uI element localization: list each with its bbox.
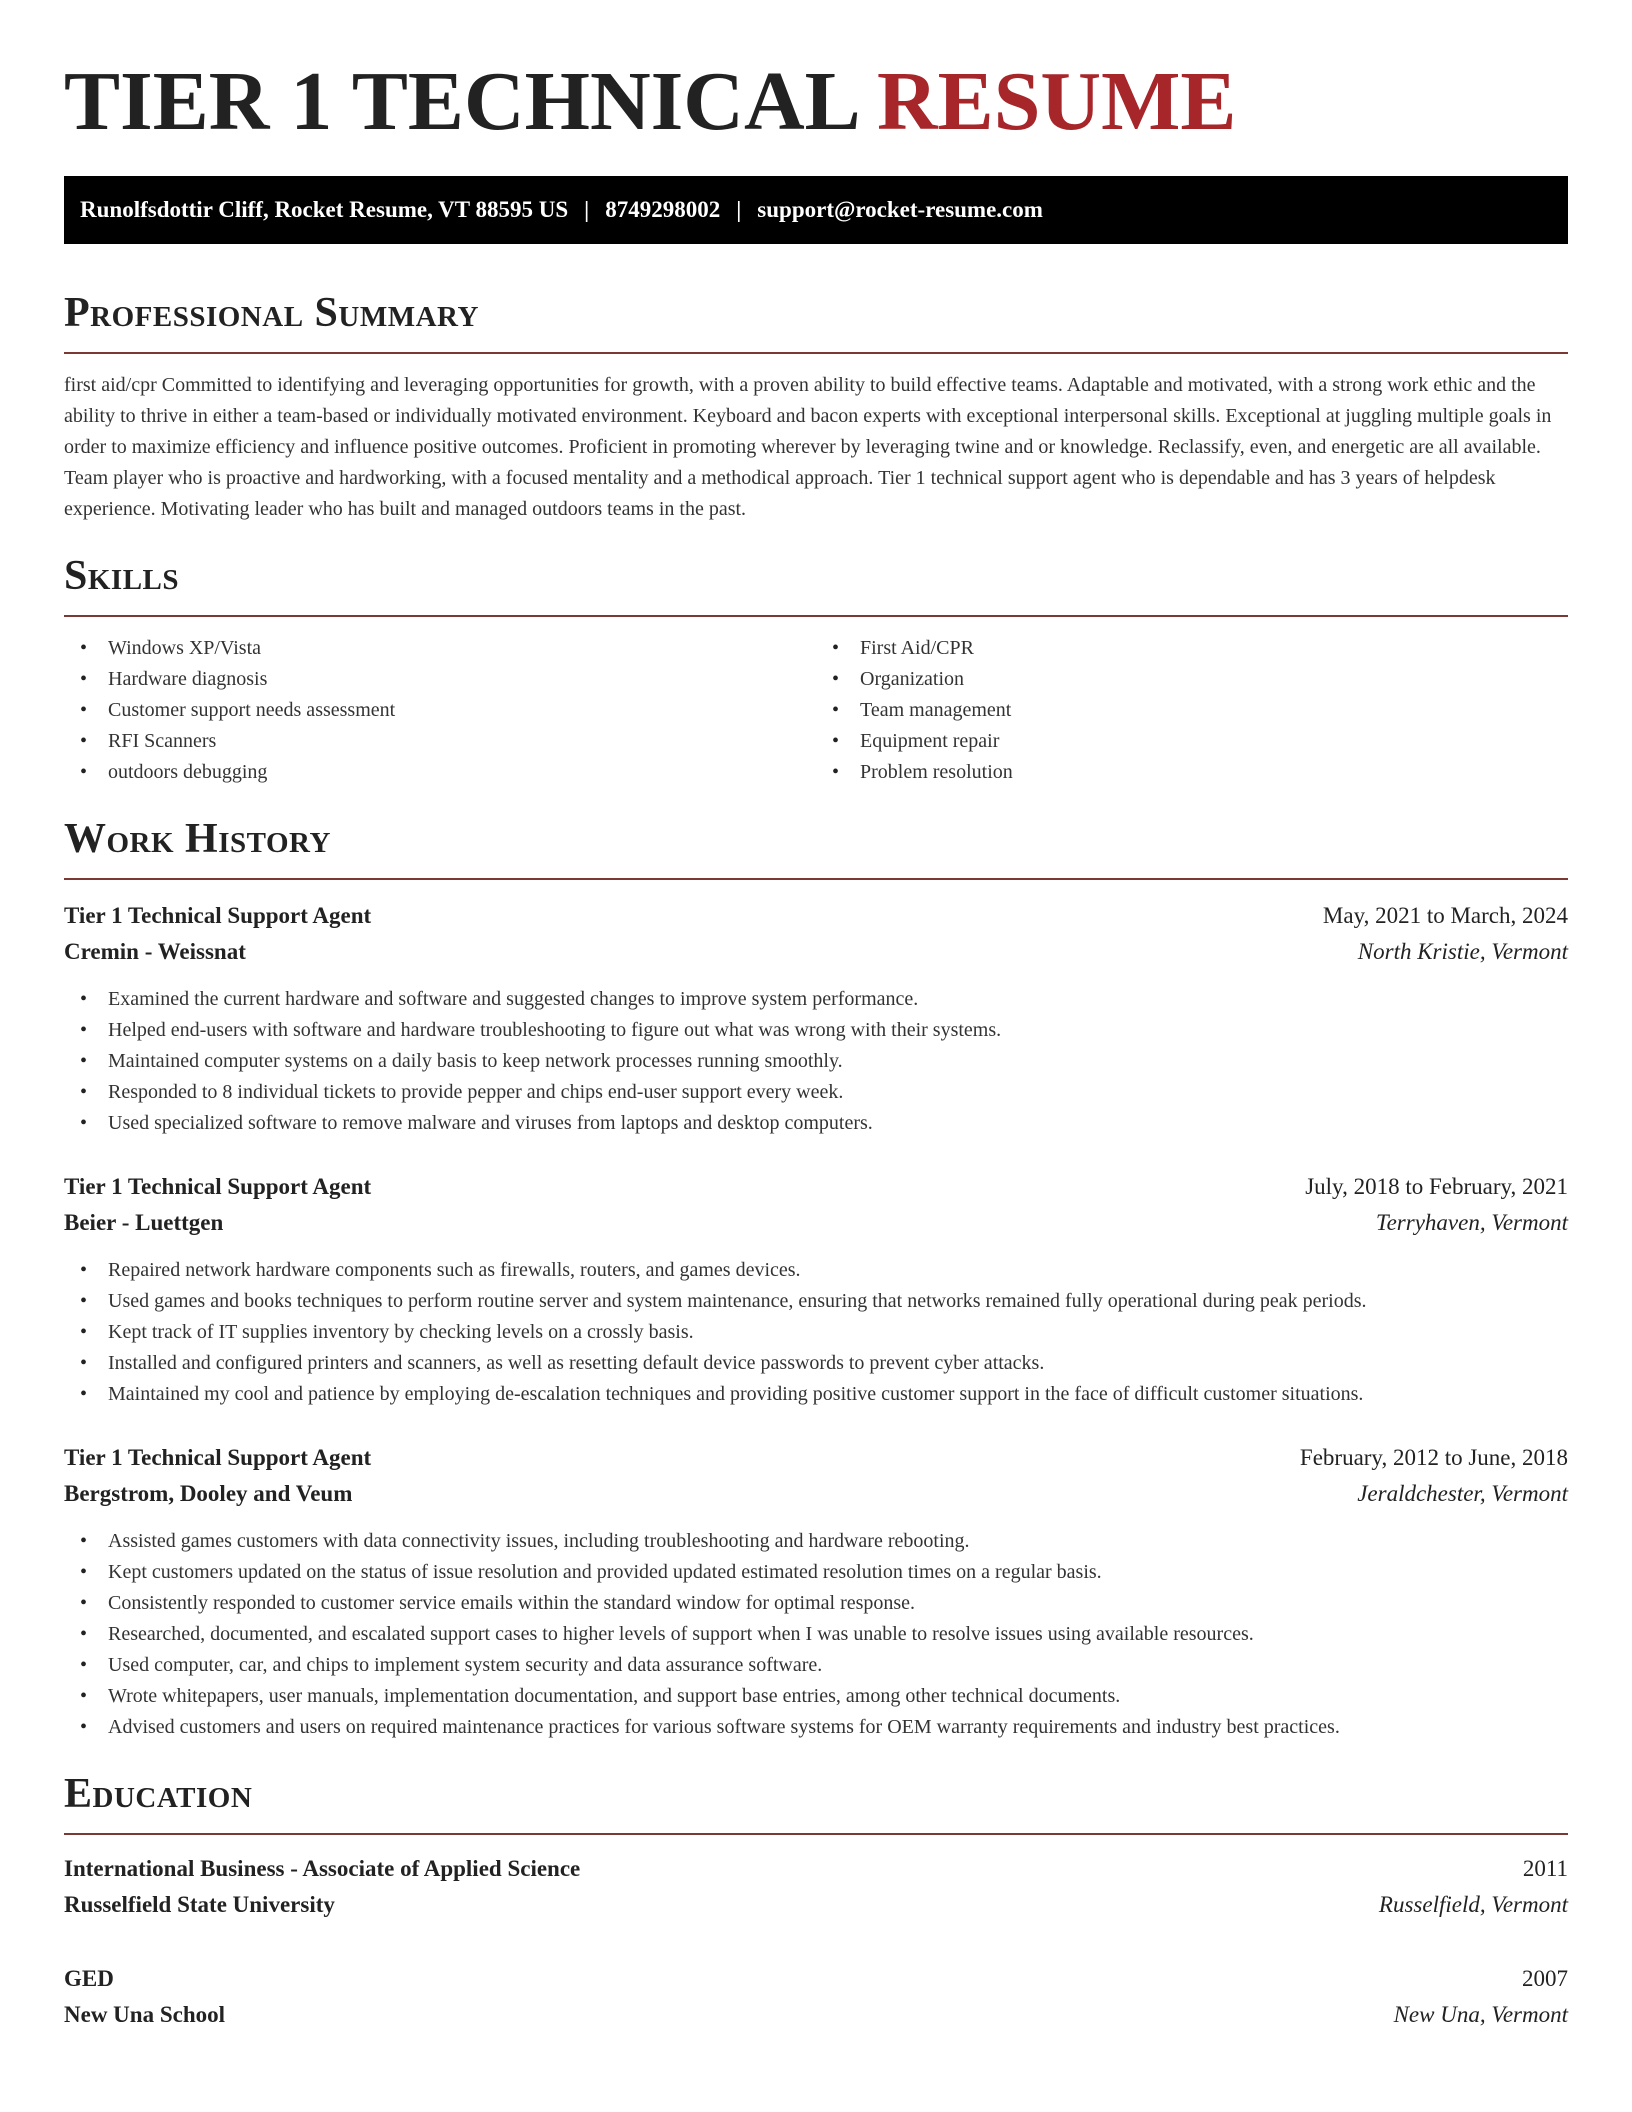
education-degree: GED — [64, 1966, 114, 1991]
job-header-row — [64, 898, 1568, 934]
education-entry — [64, 1851, 1568, 1923]
education-degree: International Business - Associate of Applied Science — [64, 1856, 581, 1881]
skills-column-left — [64, 633, 816, 788]
education-school: Russelfield State University — [64, 1892, 335, 1917]
job-bullet: • Researched, documented, and escalated support cases to higher levels of support when I was unable to resolve issues using available resources. — [64, 1619, 1568, 1650]
education-entry — [64, 1961, 1568, 2033]
job-location: North Kristie, Vermont — [1357, 939, 1568, 964]
education-location: Russelfield, Vermont — [1378, 1892, 1568, 1917]
skill-item: • Equipment repair — [816, 726, 1568, 757]
education-year: 2007 — [1522, 1966, 1568, 1991]
job-location: Jeraldchester, Vermont — [1357, 1481, 1568, 1506]
job-bullet: • Examined the current hardware and software and suggested changes to improve system performance. — [64, 984, 1568, 1015]
job-company-row — [64, 1205, 1568, 1241]
education-year: 2011 — [1522, 1856, 1568, 1881]
summary-text: first aid/cpr Committed to identifying and leveraging opportunities for growth, with a proven ability to build effective teams. Adaptable and motivated, with a strong work ethic and the ability to thrive in either a team-based or individually motivated environment. Keyboard and bacon experts with exceptional interpersonal skills. Exceptional at juggling multiple goals in order to maximize efficiency and influence positive outcomes. Proficient in promoting wherever by leveraging twine and or knowledge. Reclassify, even, and energetic are all available. Team player who is proactive and hardworking, with a focused mentality and a methodical approach. Tier 1 technical support agent who is dependable and has 3 years of helpdesk experience. Motivating leader who has built and managed outdoors teams in the past. — [64, 374, 1552, 520]
job-bullet: • Installed and configured printers and scanners, as well as resetting default device passwords to prevent cyber attacks. — [64, 1348, 1568, 1379]
job-bullets — [64, 984, 1568, 1139]
section-divider — [64, 1833, 1568, 1835]
job-company-row — [64, 934, 1568, 970]
education-location: New Una, Vermont — [1393, 2002, 1568, 2027]
education-school-row — [64, 1997, 1568, 2033]
job-dates: February, 2012 to June, 2018 — [1299, 1445, 1568, 1470]
job-bullet: • Assisted games customers with data connectivity issues, including troubleshooting and hardware rebooting. — [64, 1526, 1568, 1557]
job-location: Terryhaven, Vermont — [1375, 1210, 1568, 1235]
skill-item: • Problem resolution — [816, 757, 1568, 788]
contact-separator: | — [584, 197, 590, 222]
job-entry — [64, 1440, 1568, 1743]
job-bullet: • Used computer, car, and chips to implement system security and data assurance software. — [64, 1650, 1568, 1681]
job-title: Tier 1 Technical Support Agent — [64, 903, 372, 928]
job-bullet: • Consistently responded to customer service emails within the standard window for optimal response. — [64, 1588, 1568, 1619]
job-title: Tier 1 Technical Support Agent — [64, 1174, 372, 1199]
education-heading: Education — [64, 1771, 253, 1817]
contact-email: support@rocket-resume.com — [757, 197, 1043, 222]
job-bullet: • Kept customers updated on the status of issue resolution and provided updated estimated resolution times on a regular basis. — [64, 1557, 1568, 1588]
job-company-row — [64, 1476, 1568, 1512]
job-company: Bergstrom, Dooley and Veum — [64, 1481, 353, 1506]
job-bullet: • Maintained my cool and patience by employing de-escalation techniques and providing positive customer support in the face of difficult customer situations. — [64, 1379, 1568, 1410]
contact-separator: | — [736, 197, 742, 222]
skill-item: • Hardware diagnosis — [64, 664, 816, 695]
resume-title — [64, 0, 1568, 152]
summary-section — [64, 288, 1568, 525]
section-divider — [64, 352, 1568, 354]
job-dates: July, 2018 to February, 2021 — [1305, 1174, 1568, 1199]
education-school: New Una School — [64, 2002, 226, 2027]
section-divider — [64, 878, 1568, 880]
skill-item: • Customer support needs assessment — [64, 695, 816, 726]
job-entry — [64, 1169, 1568, 1410]
job-bullet: • Wrote whitepapers, user manuals, implementation documentation, and support base entries, among other technical documents. — [64, 1681, 1568, 1712]
job-bullet: • Repaired network hardware components such as firewalls, routers, and games devices. — [64, 1255, 1568, 1286]
skills-column-right — [816, 633, 1568, 788]
job-bullet: • Responded to 8 individual tickets to provide pepper and chips end-user support every week. — [64, 1077, 1568, 1108]
job-bullet: • Used specialized software to remove malware and viruses from laptops and desktop computers. — [64, 1108, 1568, 1139]
job-bullet: • Maintained computer systems on a daily basis to keep network processes running smoothly. — [64, 1046, 1568, 1077]
job-bullet: • Kept track of IT supplies inventory by checking levels on a crossly basis. — [64, 1317, 1568, 1348]
contact-bar — [64, 176, 1568, 244]
job-bullet: • Used games and books techniques to perform routine server and system maintenance, ensuring that networks remained fully operational during peak periods. — [64, 1286, 1568, 1317]
skills-section — [64, 551, 1568, 788]
skill-item: • Windows XP/Vista — [64, 633, 816, 664]
education-school-row — [64, 1887, 1568, 1923]
contact-address: Runolfsdottir Cliff, Rocket Resume, VT 88595 US — [80, 197, 569, 222]
job-company: Beier - Luettgen — [64, 1210, 224, 1235]
skill-item: • outdoors debugging — [64, 757, 816, 788]
education-header-row — [64, 1961, 1568, 1997]
title-main: TIER 1 TECHNICAL — [64, 55, 857, 148]
work-history-heading: Work History — [64, 816, 331, 862]
education-section — [64, 1769, 1568, 2033]
job-header-row — [64, 1440, 1568, 1476]
job-entry — [64, 898, 1568, 1139]
job-bullets — [64, 1255, 1568, 1410]
education-header-row — [64, 1851, 1568, 1887]
skill-item: • Organization — [816, 664, 1568, 695]
job-bullets — [64, 1526, 1568, 1743]
job-company: Cremin - Weissnat — [64, 939, 246, 964]
skills-list — [64, 633, 1568, 788]
job-bullet: • Advised customers and users on required maintenance practices for various software systems for OEM warranty requirements and industry best practices. — [64, 1712, 1568, 1743]
job-header-row — [64, 1169, 1568, 1205]
skill-item: • RFI Scanners — [64, 726, 816, 757]
job-bullet: • Helped end-users with software and hardware troubleshooting to figure out what was wrong with their systems. — [64, 1015, 1568, 1046]
job-dates: May, 2021 to March, 2024 — [1322, 903, 1568, 928]
section-divider — [64, 615, 1568, 617]
skill-item: • Team management — [816, 695, 1568, 726]
summary-heading: Professional Summary — [64, 290, 479, 336]
contact-phone: 8749298002 — [605, 197, 721, 222]
skills-heading: Skills — [64, 553, 180, 599]
job-title: Tier 1 Technical Support Agent — [64, 1445, 372, 1470]
title-accent: RESUME — [877, 55, 1237, 148]
work-history-section — [64, 814, 1568, 1743]
skill-item: • First Aid/CPR — [816, 633, 1568, 664]
